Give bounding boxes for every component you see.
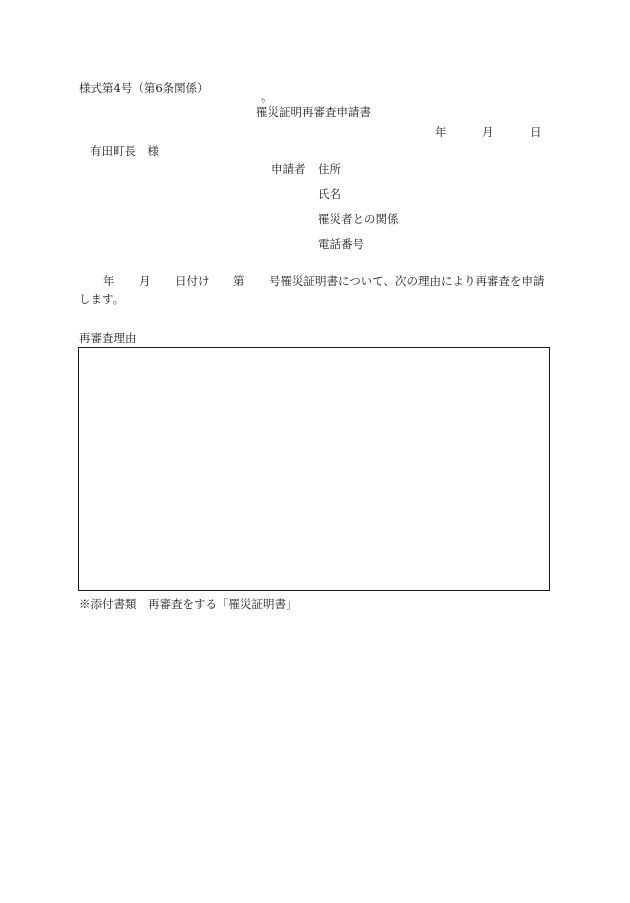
applicant-phone-label: 電話番号 xyxy=(318,237,364,251)
attachment-note: ※添付書類 再審査をする「罹災証明書」 xyxy=(79,597,298,611)
request-paragraph xyxy=(79,276,552,312)
reason-box[interactable] xyxy=(78,347,550,591)
reason-label: 再審査理由 xyxy=(79,331,137,345)
body-year: 年 xyxy=(103,274,115,288)
form-number: 様式第4号（第6条関係） xyxy=(79,81,209,95)
applicant-label: 申請者 xyxy=(271,162,306,176)
date-year-label: 年 xyxy=(435,125,447,139)
body-text-line1: 号罹災証明書について、次の理由により再審査を申請 xyxy=(269,274,545,288)
title-ruby: り xyxy=(260,98,267,105)
body-month: 月 xyxy=(139,274,151,288)
date-day-label: 日 xyxy=(530,125,542,139)
body-number-prefix: 第 xyxy=(233,274,245,288)
applicant-name-label: 氏名 xyxy=(318,187,341,201)
addressee: 有田町長 様 xyxy=(90,144,159,158)
document-title: 罹災証明再審査申請書 xyxy=(256,105,371,119)
applicant-address-label: 住所 xyxy=(318,162,341,176)
applicant-relation-label: 罹災者との関係 xyxy=(318,212,399,226)
date-month-label: 月 xyxy=(482,125,494,139)
body-text-line2: します。 xyxy=(79,292,125,306)
body-date-suffix: 日付け xyxy=(175,274,210,288)
